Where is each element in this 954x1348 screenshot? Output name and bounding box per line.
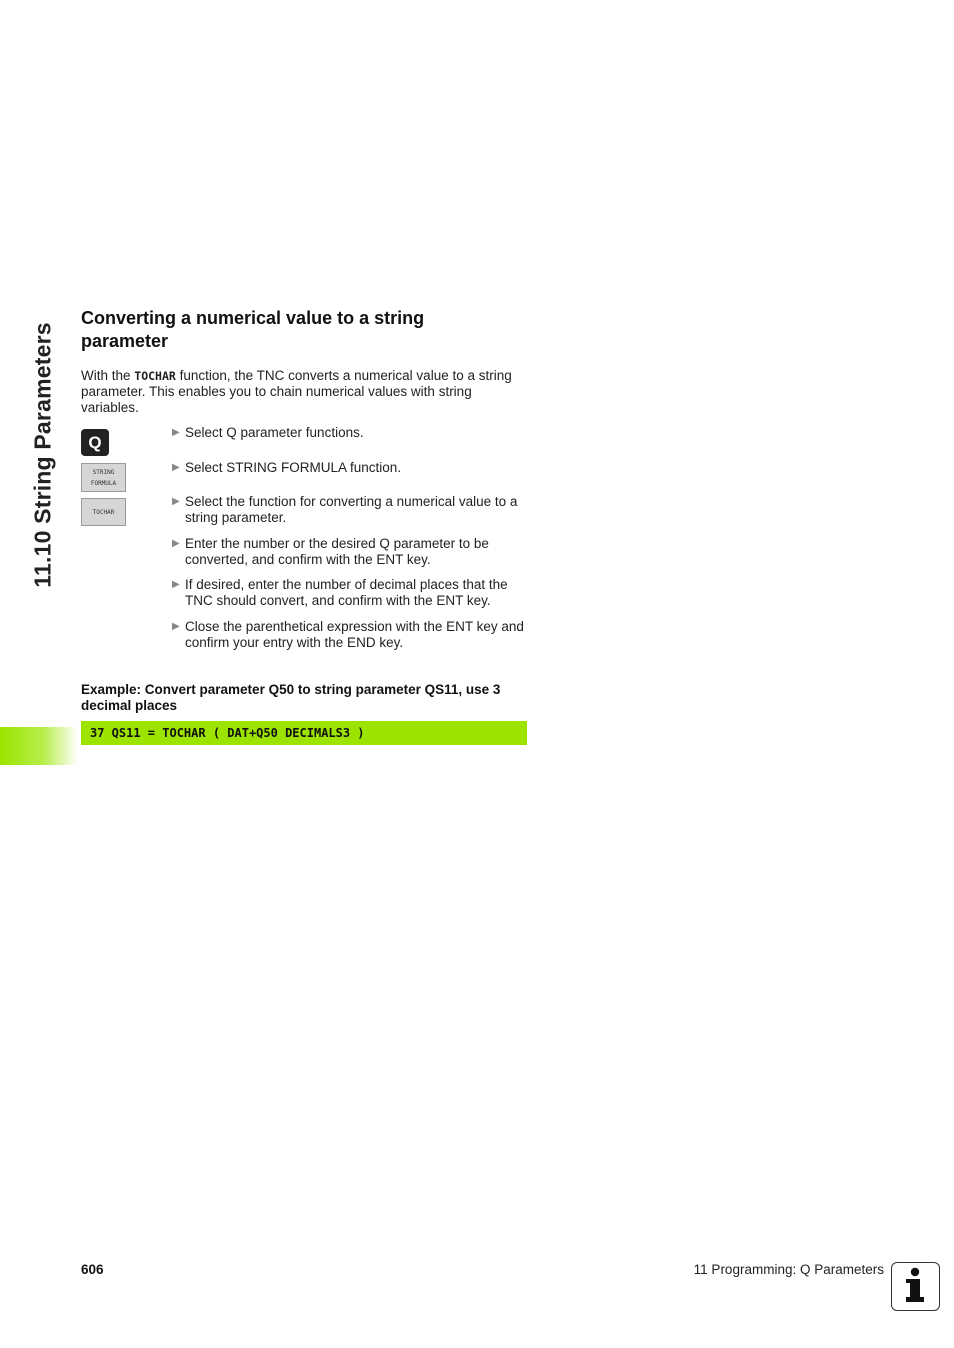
triangle-right-icon: ▶ [172,579,180,590]
triangle-right-icon: ▶ [172,427,180,438]
step-text: Close the parenthetical expression with the ENT key and confirm your entry with the END key. [185,619,524,650]
section-title-text: 11.10 String Parameters [29,322,56,588]
section-title-vertical [26,310,60,600]
softkey-line1: STRING [92,468,115,476]
step-text: If desired, enter the number of decimal places that the TNC should convert, and confirm with the ENT key. [185,577,508,608]
step-item [172,619,524,651]
info-icon [891,1262,940,1311]
triangle-right-icon: ▶ [172,496,180,507]
step-item [172,425,524,441]
string-formula-softkey[interactable] [81,463,126,492]
intro-prefix: With the [81,368,135,383]
softkey-line2: FORMULA [90,479,117,487]
intro-suffix: function, the TNC converts a numerical value to a string parameter. This enables you to chain numerical values with string variables. [81,368,512,415]
intro-paragraph [81,368,521,416]
section-tab-marker [0,727,78,765]
tochar-keyword: TOCHAR [134,369,176,383]
step-item [172,460,524,476]
tochar-softkey[interactable] [81,498,126,526]
step-item [172,494,524,526]
step-text: Select Q parameter functions. [185,425,364,440]
example-title: Example: Convert parameter Q50 to string parameter QS11, use 3 decimal places [81,682,501,713]
triangle-right-icon: ▶ [172,621,180,632]
step-item [172,577,524,609]
triangle-right-icon: ▶ [172,462,180,473]
step-text: Select STRING FORMULA function. [185,460,402,475]
q-key[interactable]: Q [81,429,109,456]
triangle-right-icon: ▶ [172,538,180,549]
nc-code-line: 37 QS11 = TOCHAR ( DAT+Q50 DECIMALS3 ) [81,721,527,745]
step-text: Select the function for converting a numerical value to a string parameter. [185,494,518,525]
section-heading: Converting a numerical value to a string parameter [81,308,425,351]
step-text: Enter the number or the desired Q parameter to be converted, and confirm with the ENT key. [185,536,489,567]
page-number: 606 [81,1262,104,1277]
step-item [172,536,524,568]
chapter-title: 11 Programming: Q Parameters [693,1262,884,1277]
softkey-label: TOCHAR [92,508,115,516]
